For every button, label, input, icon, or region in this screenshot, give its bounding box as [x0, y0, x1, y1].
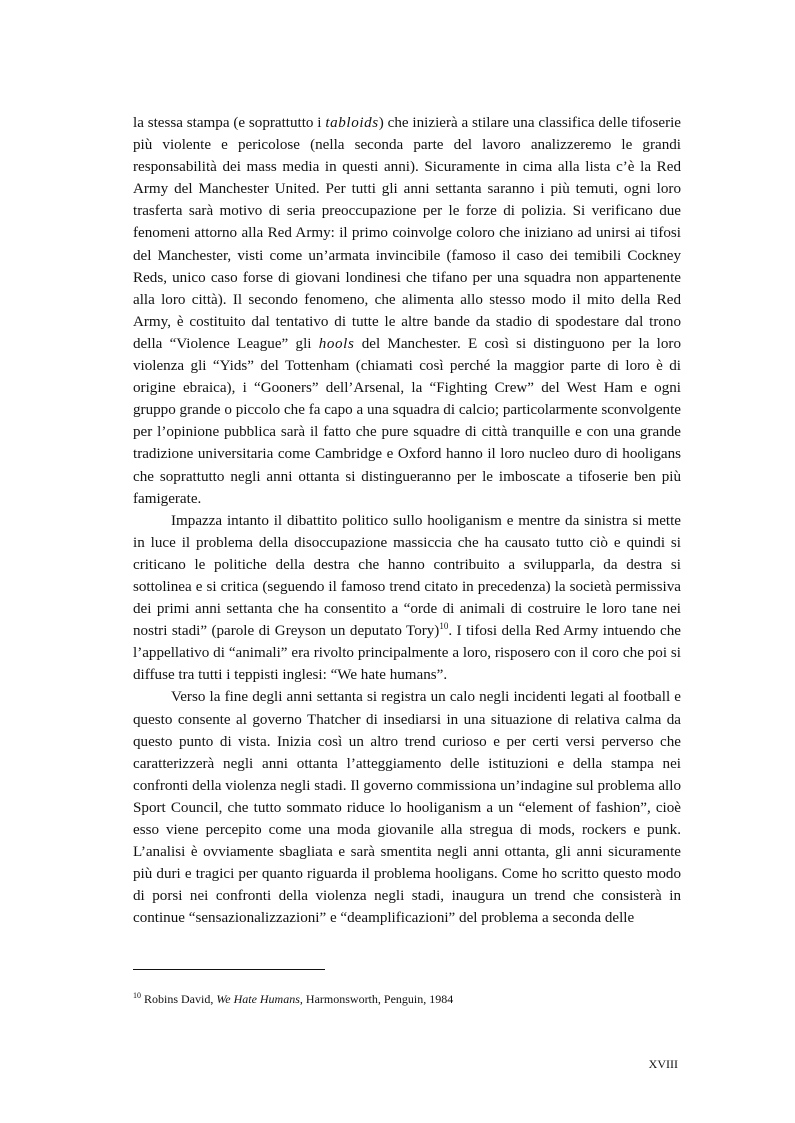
p1-text-c: del Manchester. E così si distinguono per la loro violenza gli “Yids” del Tottenham (chiamati così perché la maggior parte di loro è di origine ebraica), i “Gooners” dell’Arsenal, la “Fighting Crew” del West Ham e ogni gruppo grande o piccolo che fa capo a una squadra di calcio; particolarmente sconvolgente per l’opinione pubblica sarà il fatto che pure squadre di città tranquille e con una grande tradizione universitaria come Cambridge e Oxford hanno il loro nucleo duro di hooligans che soprattutto negli anni ottanta si distingueranno per le imboscate a tifoserie ben più famigerate.: [133, 335, 681, 507]
footnote-reference[interactable]: 10: [439, 621, 449, 632]
footnote-title: We Hate Humans,: [216, 992, 303, 1006]
footnote-number: 10: [133, 991, 141, 1000]
p1-text-b: ) che inizierà a stilare una classifica delle tifoserie più violente e pericolose (nella seconda parte del lavoro analizzeremo le grandi responsabilità dei mass media in questi anni). Sicuramente in cima alla lista c’è la Red Army del Manchester United. Per tutti gli anni settanta saranno i più temuti, ogni loro trasferta sarà motivo di seria preoccupazione per le forze di polizia. Si verificano due fenomeni attorno alla Red Army: il primo coinvolge coloro che iniziano ad unirsi ai tifosi del Manchester, visti come un’armata invincibile (famoso il caso dei temibili Cockney Reds, unico caso forse di giovani londinesi che tifano per una squadra non appartenente alla loro città). Il secondo fenomeno, che alimenta allo stesso modo il mito della Red Army, è costituito dal tentativo di tutte le altre bande da stadio di spodestare dal trono della “Violence League” gli: [133, 115, 681, 352]
footnote-author: Robins David,: [141, 992, 217, 1006]
page-number: XVIII: [648, 1057, 678, 1071]
paragraph-1: [133, 112, 681, 510]
p2-text-a: Impazza intanto il dibattito politico sullo hooliganism e mentre da sinistra si mette in luce il problema della disoccupazione massiccia che ha causato tutto ciò e quindi si criticano le politiche della destra che hanno contribuito a svilupparla, da destra si sottolinea e si critica (seguendo il famoso trend citato in precedenza) la società permissiva dei primi anni settanta che ha consentito a “orde di animali di costruire le loro tane nei nostri stadi” (parole di Greyson un deputato Tory): [133, 512, 681, 640]
footnote: [133, 991, 681, 1007]
paragraph-2: [133, 510, 681, 687]
footnote-publication: Harmonsworth, Penguin, 1984: [302, 992, 454, 1006]
term-tabloids: tabloids: [325, 115, 379, 131]
body-text: [133, 112, 681, 929]
term-hools: hools: [318, 335, 355, 352]
p2-text-b: . I tifosi della Red Army intuendo che l’appellativo di “animali” era rivolto principalmente a loro, risposero con il coro che poi si diffuse tra tutti i teppisti inglesi: “We hate humans”.: [133, 623, 681, 684]
paragraph-3: [133, 686, 681, 929]
p1-text-a: la stessa stampa (e soprattutto i: [133, 115, 326, 131]
footnote-divider: [133, 969, 325, 970]
p3-text: Verso la fine degli anni settanta si registra un calo negli incidenti legati al football e questo consente al governo Thatcher di insediarsi in una situazione di relativa calma da questo punto di vista. Inizia così un altro trend curioso e per certi versi perverso che caratterizzerà negli anni ottanta l’atteggiamento delle istituzioni e della stampa nei confronti della violenza negli stadi. Il governo commissiona un’indagine sul problema allo Sport Council, che tutto sommato riduce lo hooliganism a un “element of fashion”, cioè esso viene percepito come una moda giovanile alla stregua di mods, rockers e punk. L’analisi è ovviamente sbagliata e sarà smentita negli anni ottanta, gli anni sicuramente più duri e tragici per quanto riguarda il problema hooligans. Come ho scritto questo modo di porsi nei confronti della violenza negli stadi, inaugura un trend che consisterà in continue “sensazionalizzazioni” e “deamplificazioni” del problema a seconda delle: [133, 689, 681, 927]
